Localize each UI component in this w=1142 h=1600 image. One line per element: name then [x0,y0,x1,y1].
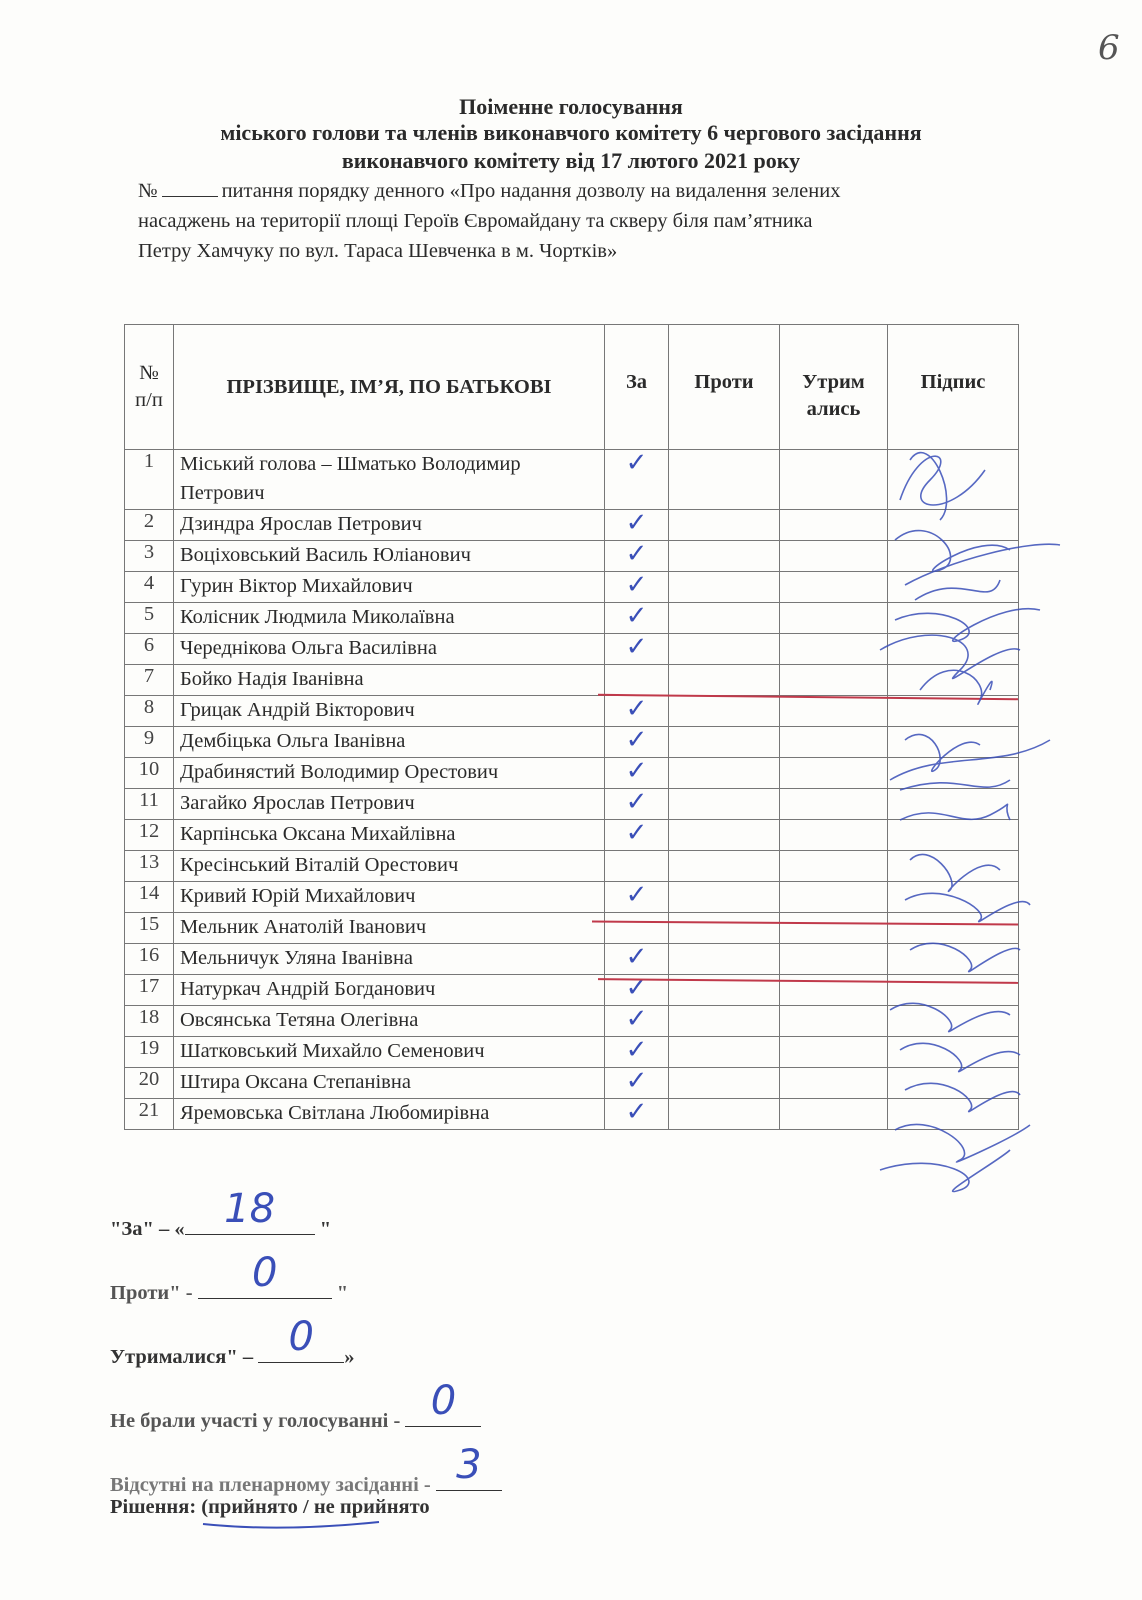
member-name: Натуркач Андрій Богданович [174,975,605,1006]
header-signature: Підпис [888,325,1019,450]
signature-15 [905,1083,1020,1111]
member-name: Череднікова Ольга Василівна [174,634,605,665]
decision-options-text: (прийнято / не прийнято [201,1496,430,1518]
title-line-1: Поіменне голосування [459,94,683,119]
row-number: 6 [125,634,174,665]
member-name: Загайко Ярослав Петрович [174,789,605,820]
agenda-line-2: насаджень на території площі Героїв Євромайдану та скверу біля пам’ятника [138,210,813,232]
check-mark-icon: ✓ [625,880,648,910]
against-value: 0 [251,1250,278,1296]
decision-label: Рішення: [110,1496,202,1518]
member-name: Драбинястий Володимир Орестович [174,758,605,789]
signature-2 [895,531,1010,572]
against-fill [198,1250,332,1299]
signature-11 [905,893,1030,921]
row-number: 15 [125,913,174,944]
absent-fill [436,1442,502,1491]
absent-label: Відсутні на пленарному засіданні - [110,1474,436,1496]
row-number: 20 [125,1068,174,1099]
signature-10 [910,854,1000,891]
header-for: За [605,325,669,450]
check-mark-icon: ✓ [625,1004,648,1034]
row-number: 2 [125,510,174,541]
header-num: № п/п [125,325,174,450]
summary-decision [110,1496,430,1519]
signature-13 [890,1003,1010,1031]
row-number: 17 [125,975,174,1006]
check-mark-icon: ✓ [625,694,648,724]
check-mark-icon: ✓ [625,973,648,1003]
decision-options [201,1496,429,1518]
title-line-2: міського голови та членів виконавчого комітету 6 чергового засідання [220,120,922,145]
for-close: " [314,1218,332,1240]
signature-3 [905,544,1060,600]
check-mark-icon: ✓ [625,1097,648,1127]
check-mark-icon: ✓ [625,756,648,786]
header-name: ПРІЗВИЩЕ, ІМ’Я, ПО БАТЬКОВІ [174,325,605,450]
check-mark-icon: ✓ [625,725,648,755]
row-number: 3 [125,541,174,572]
signature-9 [900,804,1010,820]
member-name: Шатковський Михайло Семенович [174,1037,605,1068]
check-mark-icon: ✓ [625,601,648,631]
member-name: Дзиндра Ярослав Петрович [174,510,605,541]
page-number: 6 [1098,28,1120,68]
summary-not-voting [110,1378,481,1433]
row-number: 13 [125,851,174,882]
row-number: 5 [125,603,174,634]
title-line-3: виконавчого комітету від 17 лютого 2021 року [341,148,801,173]
signature-8 [890,740,1050,790]
abstain-value: 0 [288,1314,314,1360]
member-name: Колісник Людмила Миколаївна [174,603,605,634]
signature-1 [900,453,985,520]
member-name: Кресінський Віталій Орестович [174,851,605,882]
check-mark-icon: ✓ [625,539,648,569]
member-name: Дембіцька Ольга Іванівна [174,727,605,758]
row-number: 10 [125,758,174,789]
member-name: Яремовська Світлана Любомирівна [174,1099,605,1130]
check-mark-icon: ✓ [625,632,648,662]
signature-12 [910,943,1020,971]
member-name: Бойко Надія Іванівна [174,665,605,696]
abstain-fill [258,1314,344,1363]
not-voting-label: Не брали участі у голосуванні - [110,1410,406,1432]
member-name: Карпінська Оксана Михайлівна [174,820,605,851]
summary-absent [110,1442,502,1497]
not-voting-fill [405,1378,481,1427]
row-number: 16 [125,944,174,975]
check-mark-icon: ✓ [625,1035,648,1065]
summary-abstain [110,1314,355,1369]
member-name: Мельник Анатолій Іванович [174,913,605,944]
agenda-line-3: Петру Хамчуку по вул. Тараса Шевченка в м. Чортків» [138,240,618,262]
signature-5 [880,635,1020,678]
agenda-line-1-text: питання порядку денного «Про надання дозволу на видалення зелених [221,180,841,202]
member-name: Грицак Андрій Вікторович [174,696,605,727]
member-name: Гурин Віктор Михайлович [174,572,605,603]
signature-17 [880,1150,1010,1192]
for-value: 18 [224,1186,276,1232]
member-name: Кривий Юрій Михайлович [174,882,605,913]
check-mark-icon: ✓ [625,508,648,538]
check-mark-icon: ✓ [625,448,648,478]
signature-7 [905,734,980,771]
row-number: 9 [125,727,174,758]
check-mark-icon: ✓ [625,1066,648,1096]
header-abstain: Утрим ались [780,325,888,450]
number-sign: № [138,180,158,202]
for-fill [185,1186,315,1235]
decision-underline [201,1518,381,1532]
row-number: 1 [125,450,174,510]
abstain-close: » [344,1346,355,1368]
check-mark-icon: ✓ [625,942,648,972]
abstain-label: Утрималися" – [110,1346,259,1368]
member-name: Штира Оксана Степанівна [174,1068,605,1099]
for-label: "За" – « [110,1218,185,1240]
signature-6 [920,670,992,704]
summary-against [110,1250,349,1305]
row-number: 14 [125,882,174,913]
row-number: 19 [125,1037,174,1068]
row-number: 7 [125,665,174,696]
member-name: Воціховський Василь Юліанович [174,541,605,572]
row-number: 18 [125,1006,174,1037]
absent-value: 3 [456,1442,482,1488]
check-mark-icon: ✓ [625,818,648,848]
member-name: Мельничук Уляна Іванівна [174,944,605,975]
row-number: 4 [125,572,174,603]
row-number: 21 [125,1099,174,1130]
signature-16 [895,1124,1030,1162]
signature-14 [900,1043,1020,1071]
check-mark-icon: ✓ [625,570,648,600]
row-number: 8 [125,696,174,727]
check-mark-icon: ✓ [625,787,648,817]
header-against: Проти [669,325,780,450]
member-name: Овсянська Тетяна Олегівна [174,1006,605,1037]
member-name: Міський голова – Шматько Володимир Петрович [174,450,605,510]
not-voting-value: 0 [430,1378,457,1424]
row-number: 12 [125,820,174,851]
against-label: Проти" - [110,1282,198,1304]
summary-for [110,1186,332,1241]
against-close: " [331,1282,349,1304]
row-number: 11 [125,789,174,820]
